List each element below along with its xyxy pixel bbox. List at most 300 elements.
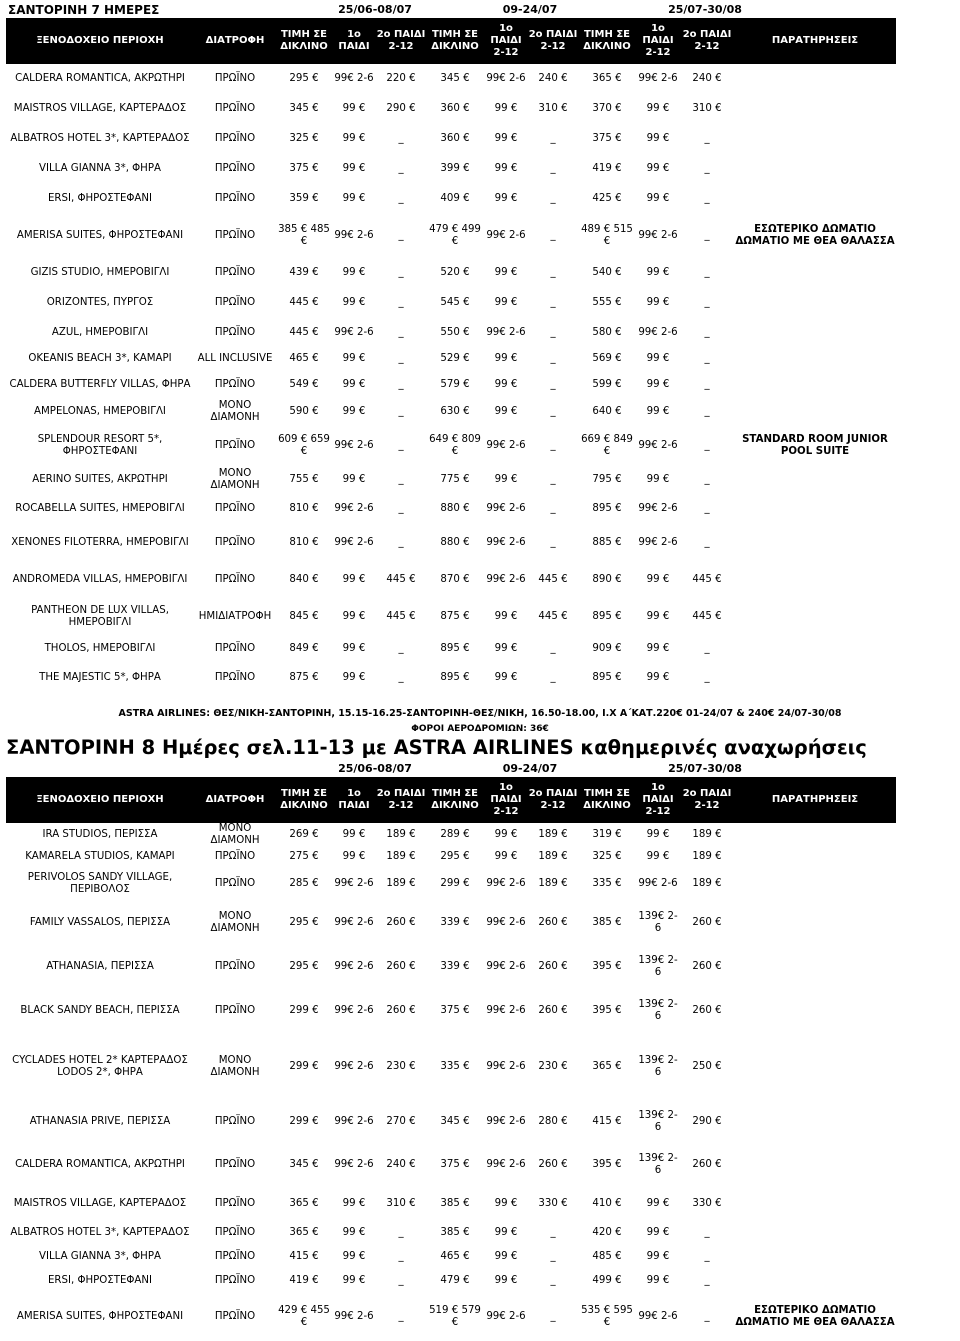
cell-child1: 99 € [494,406,518,417]
header-child1: 1ο ΠΑΙΔΙ 2-12 [636,777,680,823]
cell-child1: 99 € [646,1227,670,1238]
cell-double-price: 385 € [440,1227,470,1238]
cell-remarks [734,1033,896,1101]
cell-remarks [734,867,896,901]
cell-child1: 99 € [646,297,670,308]
header-child1: 1ο ΠΑΙΔΙ [332,777,376,823]
cell-child2: _ [704,643,710,654]
cell-double-price: 299 € [289,1061,319,1072]
header-child2: 2ο ΠΑΙΔΙ 2-12 [376,777,426,823]
cell-double-price: 529 € [440,353,470,364]
cell-remarks [734,989,896,1033]
cell-child2: _ [398,643,404,654]
cell-double-price: 335 € [592,878,622,889]
cell-double-price: 439 € [289,267,319,278]
cell-child1: 99€ 2-6 [486,327,526,338]
table-row [6,288,896,318]
table-row [6,901,896,945]
cell-double-price: 579 € [440,379,470,390]
cell-double-price: 359 € [289,193,319,204]
header-child2: 2ο ΠΑΙΔΙ 2-12 [680,18,734,64]
cell-double-price: 499 € [592,1275,622,1286]
cell-child2: _ [704,193,710,204]
cell-child2: _ [550,267,556,278]
cell-hotel: SPLENDOUR RESORT 5*, ΦΗΡΟΣΤΕΦΑΝΙ [37,434,163,457]
cell-child1: 99€ 2-6 [334,1159,374,1170]
cell-double-price: 810 € [289,537,319,548]
cell-hotel: THE MAJESTIC 5*, ΦΗΡΑ [39,672,161,683]
cell-double-price: 299 € [440,878,470,889]
cell-double-price: 895 € [592,611,622,622]
cell-double-price: 590 € [289,406,319,417]
cell-child2: _ [550,163,556,174]
cell-hotel: OKEANIS BEACH 3*, ΚΑΜΑΡΙ [28,353,172,364]
cell-child2: _ [398,474,404,485]
cell-child1: 99€ 2-6 [486,961,526,972]
cell-double-price: 299 € [289,1005,319,1016]
cell-child2: 445 € [692,574,722,585]
cell-child1: 99 € [342,379,366,390]
cell-child2: _ [704,440,710,451]
cell-child1: 99 € [646,611,670,622]
cell-board: ΠΡΩΪΝΟ [214,163,256,174]
cell-child2: 260 € [692,917,722,928]
cell-child2: _ [550,230,556,241]
cell-hotel: CALDERA ROMANTICA, ΑΚΡΩΤΗΡΙ [15,1159,185,1170]
cell-child2: 220 € [386,73,416,84]
table-row [6,154,896,184]
cell-child1: 99 € [342,611,366,622]
cell-double-price: 549 € [289,379,319,390]
cell-double-price: 599 € [592,379,622,390]
cell-child1: 99€ 2-6 [638,440,678,451]
cell-child1: 99€ 2-6 [486,503,526,514]
cell-double-price: 325 € [592,851,622,862]
cell-child2: _ [550,406,556,417]
cell-child2: _ [398,297,404,308]
cell-board: ΠΡΩΪΝΟ [214,1275,256,1286]
header-double-price: ΤΙΜΗ ΣΕ ΔΙΚΛΙΝΟ [426,777,484,823]
table-row [6,823,896,847]
cell-child1: 99€ 2-6 [486,230,526,241]
cell-child1: 99 € [342,406,366,417]
cell-child2: 260 € [692,961,722,972]
cell-remarks [734,1269,896,1293]
cell-child1: 99 € [494,1227,518,1238]
cell-remarks [734,664,896,692]
cell-double-price: 580 € [592,327,622,338]
cell-child2: _ [704,1251,710,1262]
header-child2: 2ο ΠΑΙΔΙ 2-12 [528,18,578,64]
cell-board: ΠΡΩΪΝΟ [214,672,256,683]
table-row [6,847,896,867]
cell-child2: 230 € [386,1061,416,1072]
cell-child1: 99 € [494,297,518,308]
cell-double-price: 425 € [592,193,622,204]
cell-child1: 99 € [646,1251,670,1262]
cell-child1: 99€ 2-6 [334,440,374,451]
cell-child1: 99€ 2-6 [486,440,526,451]
cell-child2: _ [550,643,556,654]
cell-hotel: ANDROMEDA VILLAS, ΗΜΕΡΟΒΙΓΛΙ [12,574,188,585]
cell-double-price: 289 € [440,829,470,840]
cell-remarks [734,288,896,318]
cell-child1: 99 € [646,643,670,654]
cell-remarks [734,124,896,154]
cell-child2: _ [398,440,404,451]
cell-board: ΠΡΩΪΝΟ [214,379,256,390]
cell-board: ΠΡΩΪΝΟ [214,440,256,451]
cell-child2: _ [550,193,556,204]
cell-child1: 99 € [494,1251,518,1262]
table-row [6,634,896,664]
cell-child1: 99€ 2-6 [334,503,374,514]
cell-remarks [734,318,896,348]
cell-double-price: 345 € [289,103,319,114]
cell-remarks [734,634,896,664]
table-row [6,1245,896,1269]
cell-child2: _ [704,133,710,144]
cell-child1: 99 € [342,672,366,683]
cell-double-price: 365 € [592,73,622,84]
cell-double-price: 795 € [592,474,622,485]
cell-double-price: 420 € [592,1227,622,1238]
header-hotel: ΞΕΝΟΔΟΧΕΙΟ ΠΕΡΙΟΧΗ [6,777,194,823]
cell-child2: _ [704,1275,710,1286]
cell-child1: 139€ 2-6 [638,1110,678,1133]
cell-child1: 99 € [494,353,518,364]
cell-child1: 99€ 2-6 [486,537,526,548]
cell-child2: _ [398,503,404,514]
cell-child1: 99 € [342,1227,366,1238]
cell-child1: 99€ 2-6 [638,73,678,84]
cell-remarks: STANDARD ROOM JUNIOR POOL SUITE [742,434,888,457]
cell-double-price: 365 € [592,1061,622,1072]
cell-double-price: 370 € [592,103,622,114]
cell-child2: _ [398,672,404,683]
cell-child1: 99 € [646,474,670,485]
cell-child1: 99 € [646,267,670,278]
cell-hotel: ROCABELLA SUITES, ΗΜΕΡΟΒΙΓΛΙ [15,503,185,514]
cell-double-price: 385 € 485 € [278,224,330,247]
cell-double-price: 870 € [440,574,470,585]
cell-double-price: 845 € [289,611,319,622]
cell-child1: 99€ 2-6 [334,1061,374,1072]
cell-child1: 99€ 2-6 [334,230,374,241]
cell-child2: 330 € [538,1198,568,1209]
cell-double-price: 339 € [440,961,470,972]
cell-remarks [734,1245,896,1269]
cell-child2: 310 € [538,103,568,114]
cell-child1: 99€ 2-6 [334,1116,374,1127]
cell-child2: _ [704,230,710,241]
table-row [6,348,896,370]
cell-remarks [734,1221,896,1245]
table-row [6,560,896,600]
cell-hotel: CALDERA BUTTERFLY VILLAS, ΦΗΡΑ [9,379,191,390]
cell-double-price: 365 € [289,1198,319,1209]
cell-child1: 99€ 2-6 [486,73,526,84]
cell-double-price: 875 € [440,611,470,622]
cell-child1: 99€ 2-6 [334,73,374,84]
cell-child2: _ [704,1311,710,1322]
cell-double-price: 365 € [289,1227,319,1238]
cell-child2: _ [704,379,710,390]
cell-child1: 99€ 2-6 [638,327,678,338]
cell-board: ΠΡΩΪΝΟ [214,537,256,548]
cell-child1: 99 € [494,163,518,174]
cell-double-price: 409 € [440,193,470,204]
cell-child1: 99€ 2-6 [334,1311,374,1322]
cell-child2: _ [550,672,556,683]
cell-child2: 189 € [538,851,568,862]
cell-child1: 139€ 2-6 [638,955,678,978]
cell-child1: 99€ 2-6 [638,1311,678,1322]
cell-double-price: 429 € 455 € [278,1305,330,1328]
table-row [6,94,896,124]
table-row [6,945,896,989]
cell-double-price: 485 € [592,1251,622,1262]
cell-child2: 260 € [538,1005,568,1016]
cell-child1: 99 € [342,1251,366,1262]
cell-hotel: MAISTROS VILLAGE, ΚΑΡΤΕΡΑΔΟΣ [13,1198,187,1209]
header-double-price: ΤΙΜΗ ΣΕ ΔΙΚΛΙΝΟ [578,18,636,64]
cell-child2: _ [398,537,404,548]
cell-child2: _ [550,353,556,364]
cell-child1: 99 € [646,672,670,683]
cell-hotel: ERSI, ΦΗΡΟΣΤΕΦΑΝΙ [47,1275,152,1286]
period-1b: 25/06-08/07 [338,762,412,775]
cell-child1: 139€ 2-6 [638,911,678,934]
cell-hotel: GIZIS STUDIO, ΗΜΕΡΟΒΙΓΛΙ [30,267,170,278]
cell-child2: _ [398,163,404,174]
cell-double-price: 775 € [440,474,470,485]
table-row [6,1269,896,1293]
cell-child1: 99 € [342,163,366,174]
cell-board: ΠΡΩΪΝΟ [214,267,256,278]
cell-double-price: 339 € [440,917,470,928]
cell-double-price: 345 € [440,1116,470,1127]
cell-child2: 240 € [538,73,568,84]
cell-child1: 99€ 2-6 [486,1311,526,1322]
cell-child2: 260 € [538,961,568,972]
cell-child1: 99 € [342,643,366,654]
cell-child2: _ [550,1275,556,1286]
cell-double-price: 345 € [440,73,470,84]
cell-double-price: 295 € [289,73,319,84]
cell-hotel: ERSI, ΦΗΡΟΣΤΕΦΑΝΙ [47,193,152,204]
cell-double-price: 535 € 595 € [581,1305,633,1328]
cell-double-price: 519 € 579 € [429,1305,481,1328]
cell-child2: 310 € [692,103,722,114]
cell-child1: 99 € [646,353,670,364]
cell-child2: _ [398,327,404,338]
cell-double-price: 269 € [289,829,319,840]
table-row [6,370,896,400]
cell-child2: 260 € [386,1005,416,1016]
period-3: 25/07-30/08 [668,3,742,16]
cell-board: ΜΟΝΟ ΔΙΑΜΟΝΗ [210,823,260,846]
cell-double-price: 335 € [440,1061,470,1072]
cell-board: ΜΟΝΟ ΔΙΑΜΟΝΗ [210,400,260,423]
cell-child2: _ [398,133,404,144]
cell-child1: 99€ 2-6 [334,537,374,548]
cell-child2: _ [550,133,556,144]
cell-child1: 99 € [646,103,670,114]
cell-child1: 99€ 2-6 [638,537,678,548]
cell-double-price: 465 € [289,353,319,364]
cell-board: ΠΡΩΪΝΟ [214,73,256,84]
cell-board: ΠΡΩΪΝΟ [214,297,256,308]
cell-child1: 99 € [494,611,518,622]
cell-child2: 189 € [692,851,722,862]
cell-double-price: 360 € [440,133,470,144]
header-child2: 2ο ΠΑΙΔΙ 2-12 [528,777,578,823]
astra-airlines-note: ASTRA AIRLINES: ΘΕΣ/ΝΙΚΗ-ΣΑΝΤΟΡΙΝΗ, 15.15-16.25-ΣΑΝΤΟΡΙΝΗ-ΘΕΣ/ΝΙΚΗ, 16.50-18.00, Ι.Χ Α΄ΚΑΤ.220€ 01-24/07 & 240€ 24/07-30/08 [118,708,842,719]
cell-double-price: 295 € [289,917,319,928]
cell-child2: 280 € [538,1116,568,1127]
cell-double-price: 419 € [592,163,622,174]
cell-child1: 99 € [342,829,366,840]
cell-child2: 445 € [386,611,416,622]
cell-double-price: 395 € [592,961,622,972]
cell-child1: 99 € [342,353,366,364]
cell-remarks [734,847,896,867]
period-2b: 09-24/07 [502,762,558,775]
cell-remarks [734,348,896,370]
cell-double-price: 399 € [440,163,470,174]
section-1-title: ΣΑΝΤΟΡΙΝΗ 7 ΗΜΕΡΕΣ [8,3,160,17]
cell-double-price: 295 € [440,851,470,862]
table-row [6,318,896,348]
cell-child2: _ [704,406,710,417]
cell-child1: 99€ 2-6 [334,917,374,928]
cell-double-price: 415 € [289,1251,319,1262]
cell-double-price: 375 € [440,1005,470,1016]
cell-child2: 189 € [538,878,568,889]
cell-child1: 139€ 2-6 [638,1055,678,1078]
cell-child2: _ [550,537,556,548]
cell-child1: 99 € [494,829,518,840]
cell-hotel: BLACK SANDY BEACH, ΠΕΡΙΣΣΑ [20,1005,180,1016]
cell-double-price: 479 € 499 € [429,224,481,247]
cell-child1: 99€ 2-6 [486,1061,526,1072]
airport-tax-note: ΦΟΡΟΙ ΑΕΡΟΔΡΟΜΙΩΝ: 36€ [411,724,549,734]
cell-child2: 445 € [538,611,568,622]
cell-double-price: 890 € [592,574,622,585]
cell-child1: 99 € [494,267,518,278]
cell-child1: 99 € [646,379,670,390]
header-board: ΔΙΑΤΡΟΦΗ [194,777,276,823]
table-row [6,989,896,1033]
cell-child2: _ [704,327,710,338]
table-row [6,258,896,288]
cell-child2: 240 € [386,1159,416,1170]
cell-double-price: 375 € [592,133,622,144]
table-row [6,424,896,468]
cell-child2: _ [398,353,404,364]
cell-hotel: KAMARELA STUDIOS, ΚΑΜΑΡΙ [25,851,175,862]
cell-child1: 99 € [646,1198,670,1209]
cell-hotel: FAMILY VASSALOS, ΠΕΡΙΣΣΑ [29,917,171,928]
cell-child2: _ [398,1275,404,1286]
cell-double-price: 545 € [440,297,470,308]
cell-child2: 250 € [692,1061,722,1072]
cell-child1: 99 € [646,193,670,204]
cell-board: ΠΡΩΪΝΟ [214,327,256,338]
cell-hotel: ALBATROS HOTEL 3*, ΚΑΡΤΕΡΑΔΟΣ [10,1227,190,1238]
cell-remarks [734,492,896,526]
cell-child2: _ [398,406,404,417]
cell-board: ΜΟΝΟ ΔΙΑΜΟΝΗ [210,468,260,491]
cell-hotel: ATHANASIA PRIVE, ΠΕΡΙΣΣΑ [29,1116,171,1127]
cell-double-price: 385 € [592,917,622,928]
cell-double-price: 895 € [440,672,470,683]
table-row [6,600,896,634]
cell-child1: 99 € [646,574,670,585]
cell-child1: 99 € [646,163,670,174]
cell-child2: 330 € [692,1198,722,1209]
cell-child2: _ [398,1227,404,1238]
header-remarks: ΠΑΡΑΤΗΡΗΣΕΙΣ [734,18,896,64]
cell-child2: 260 € [538,1159,568,1170]
cell-child1: 99 € [342,103,366,114]
cell-remarks [734,258,896,288]
cell-child1: 99 € [646,851,670,862]
cell-child2: _ [550,440,556,451]
header-double-price: ΤΙΜΗ ΣΕ ΔΙΚΛΙΝΟ [276,18,332,64]
cell-hotel: VILLA GIANNA 3*, ΦΗΡΑ [39,1251,161,1262]
period-2: 09-24/07 [502,3,558,16]
cell-child2: _ [704,537,710,548]
cell-board: ΠΡΩΪΝΟ [214,1159,256,1170]
cell-remarks [734,901,896,945]
cell-hotel: ALBATROS HOTEL 3*, ΚΑΡΤΕΡΑΔΟΣ [10,133,190,144]
cell-hotel: IRA STUDIOS, ΠΕΡΙΣΣΑ [42,829,158,840]
cell-remarks [734,526,896,560]
period-3b: 25/07-30/08 [668,762,742,775]
cell-board: ΠΡΩΪΝΟ [214,1198,256,1209]
cell-double-price: 479 € [440,1275,470,1286]
cell-child1: 139€ 2-6 [638,999,678,1022]
cell-child2: 445 € [386,574,416,585]
cell-hotel: AERINO SUITES, ΑΚΡΩΤΗΡΙ [32,474,168,485]
cell-hotel: AMPELONAS, ΗΜΕΡΟΒΙΓΛΙ [34,406,166,417]
cell-double-price: 849 € [289,643,319,654]
header-remarks: ΠΑΡΑΤΗΡΗΣΕΙΣ [734,777,896,823]
cell-child1: 99€ 2-6 [334,961,374,972]
cell-hotel: XENONES FILOTERRA, ΗΜΕΡΟΒΙΓΛΙ [11,537,189,548]
cell-child1: 99 € [494,474,518,485]
cell-child2: _ [704,1227,710,1238]
table-row [6,64,896,94]
cell-child2: _ [704,474,710,485]
cell-child1: 99€ 2-6 [638,878,678,889]
cell-child2: 189 € [386,829,416,840]
cell-child2: 290 € [386,103,416,114]
cell-double-price: 550 € [440,327,470,338]
cell-double-price: 410 € [592,1198,622,1209]
cell-child2: 189 € [386,878,416,889]
cell-double-price: 895 € [592,503,622,514]
cell-remarks [734,823,896,847]
cell-child2: _ [550,1311,556,1322]
table-row [6,124,896,154]
cell-board: ALL INCLUSIVE [197,353,273,364]
cell-double-price: 540 € [592,267,622,278]
section-2-title: ΣΑΝΤΟΡΙΝΗ 8 Ημέρες σελ.11-13 με ASTRA AIRLINES καθημερινές αναχωρήσεις [6,736,867,759]
cell-hotel: ORIZONTES, ΠΥΡΓΟΣ [46,297,154,308]
